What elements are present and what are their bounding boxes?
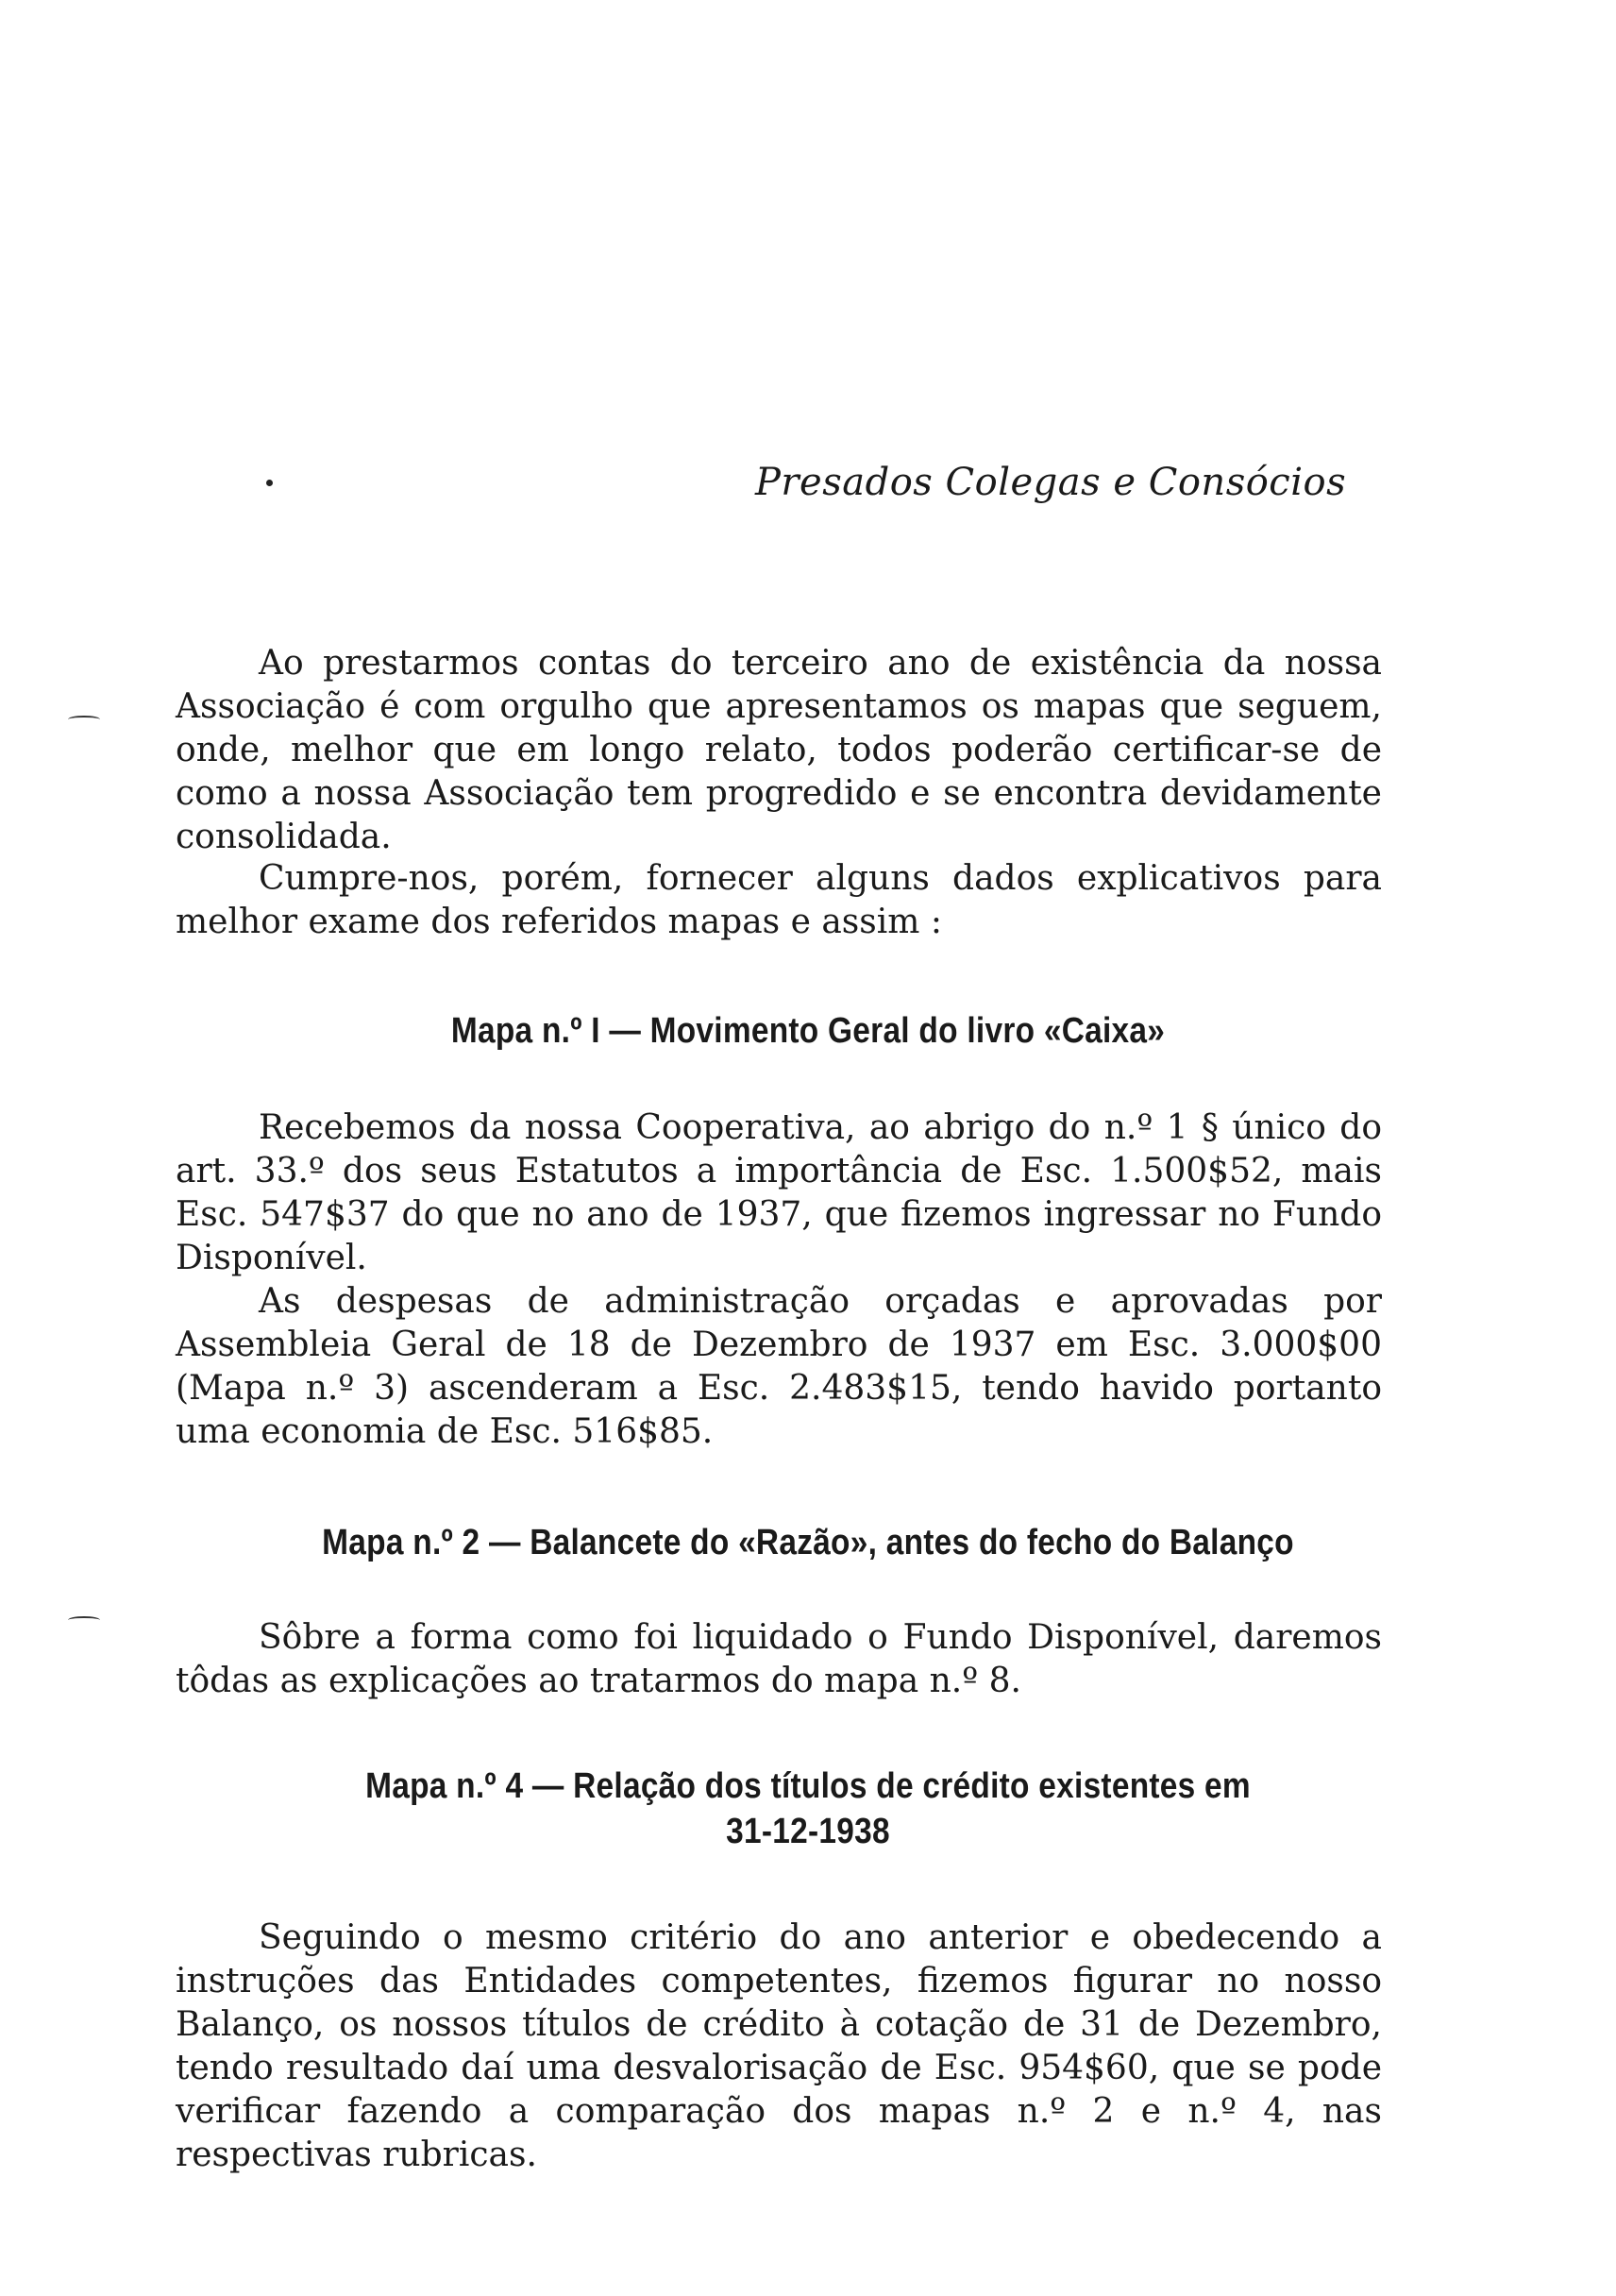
section-4-paragraph-1: Seguindo o mesmo critério do ano anterior e obedecendo a instruções das Entidades competentes, fizemos figurar no nosso Balanço, os nossos títulos de crédito à cotação de 31 de Dezembro, tendo resultado daí uma desvalorisação de Esc. 954$60, que se pode verificar fazendo a comparação dos mapas n.º 2 e n.º 4, nas respectivas rubricas. bbox=[176, 1918, 1382, 2174]
section-title-mapa-4 bbox=[97, 1764, 1520, 1854]
intro-paragraph-1: Ao prestarmos contas do terceiro ano de existência da nossa Associação é com orgulho que apresentamos os mapas que seguem, onde, melhor que em longo relato, todos poderão certificar-se de como a nossa Associação tem progredido e se encontra devidamente consolidada. bbox=[176, 644, 1382, 856]
section-1-paragraph-2: As despesas de administração orçadas e aprovadas por Assembleia Geral de 18 de Dezembro de 1937 em Esc. 3.000$00 (Mapa n.º 3) ascenderam a Esc. 2.483$15, tendo havido portanto uma economia de Esc. 516$85. bbox=[176, 1282, 1382, 1451]
section-title-text: Mapa n.º 2 — Balancete do «Razão», antes do fecho do Balanço bbox=[322, 1523, 1294, 1562]
section-title-mapa-1 bbox=[97, 1008, 1520, 1054]
intro-paragraph-2: Cumpre-nos, porém, fornecer alguns dados explicativos para melhor exame dos referidos mapas e assim : bbox=[176, 859, 1382, 941]
section-title-line-1: Mapa n.º 4 — Relação dos títulos de crédito existentes em bbox=[365, 1766, 1251, 1806]
margin-mark bbox=[68, 1616, 100, 1624]
section-2-paragraph-1: Sôbre a forma como foi liquidado o Fundo Disponível, daremos tôdas as explicações ao tratarmos do mapa n.º 8. bbox=[176, 1618, 1382, 1700]
page-heading: Presados Colegas e Consócios bbox=[755, 461, 1347, 504]
stray-mark bbox=[266, 480, 273, 486]
section-title-mapa-2 bbox=[97, 1520, 1520, 1565]
margin-mark bbox=[68, 716, 100, 723]
section-title-line-2: 31-12-1938 bbox=[726, 1812, 890, 1851]
section-title-text: Mapa n.º I — Movimento Geral do livro «Caixa» bbox=[450, 1011, 1166, 1051]
section-1-paragraph-1: Recebemos da nossa Cooperativa, ao abrigo do n.º 1 § único do art. 33.º dos seus Estatutos a importância de Esc. 1.500$52, mais Esc. 547$37 do que no ano de 1937, que fizemos ingressar no Fundo Disponível. bbox=[176, 1108, 1382, 1277]
